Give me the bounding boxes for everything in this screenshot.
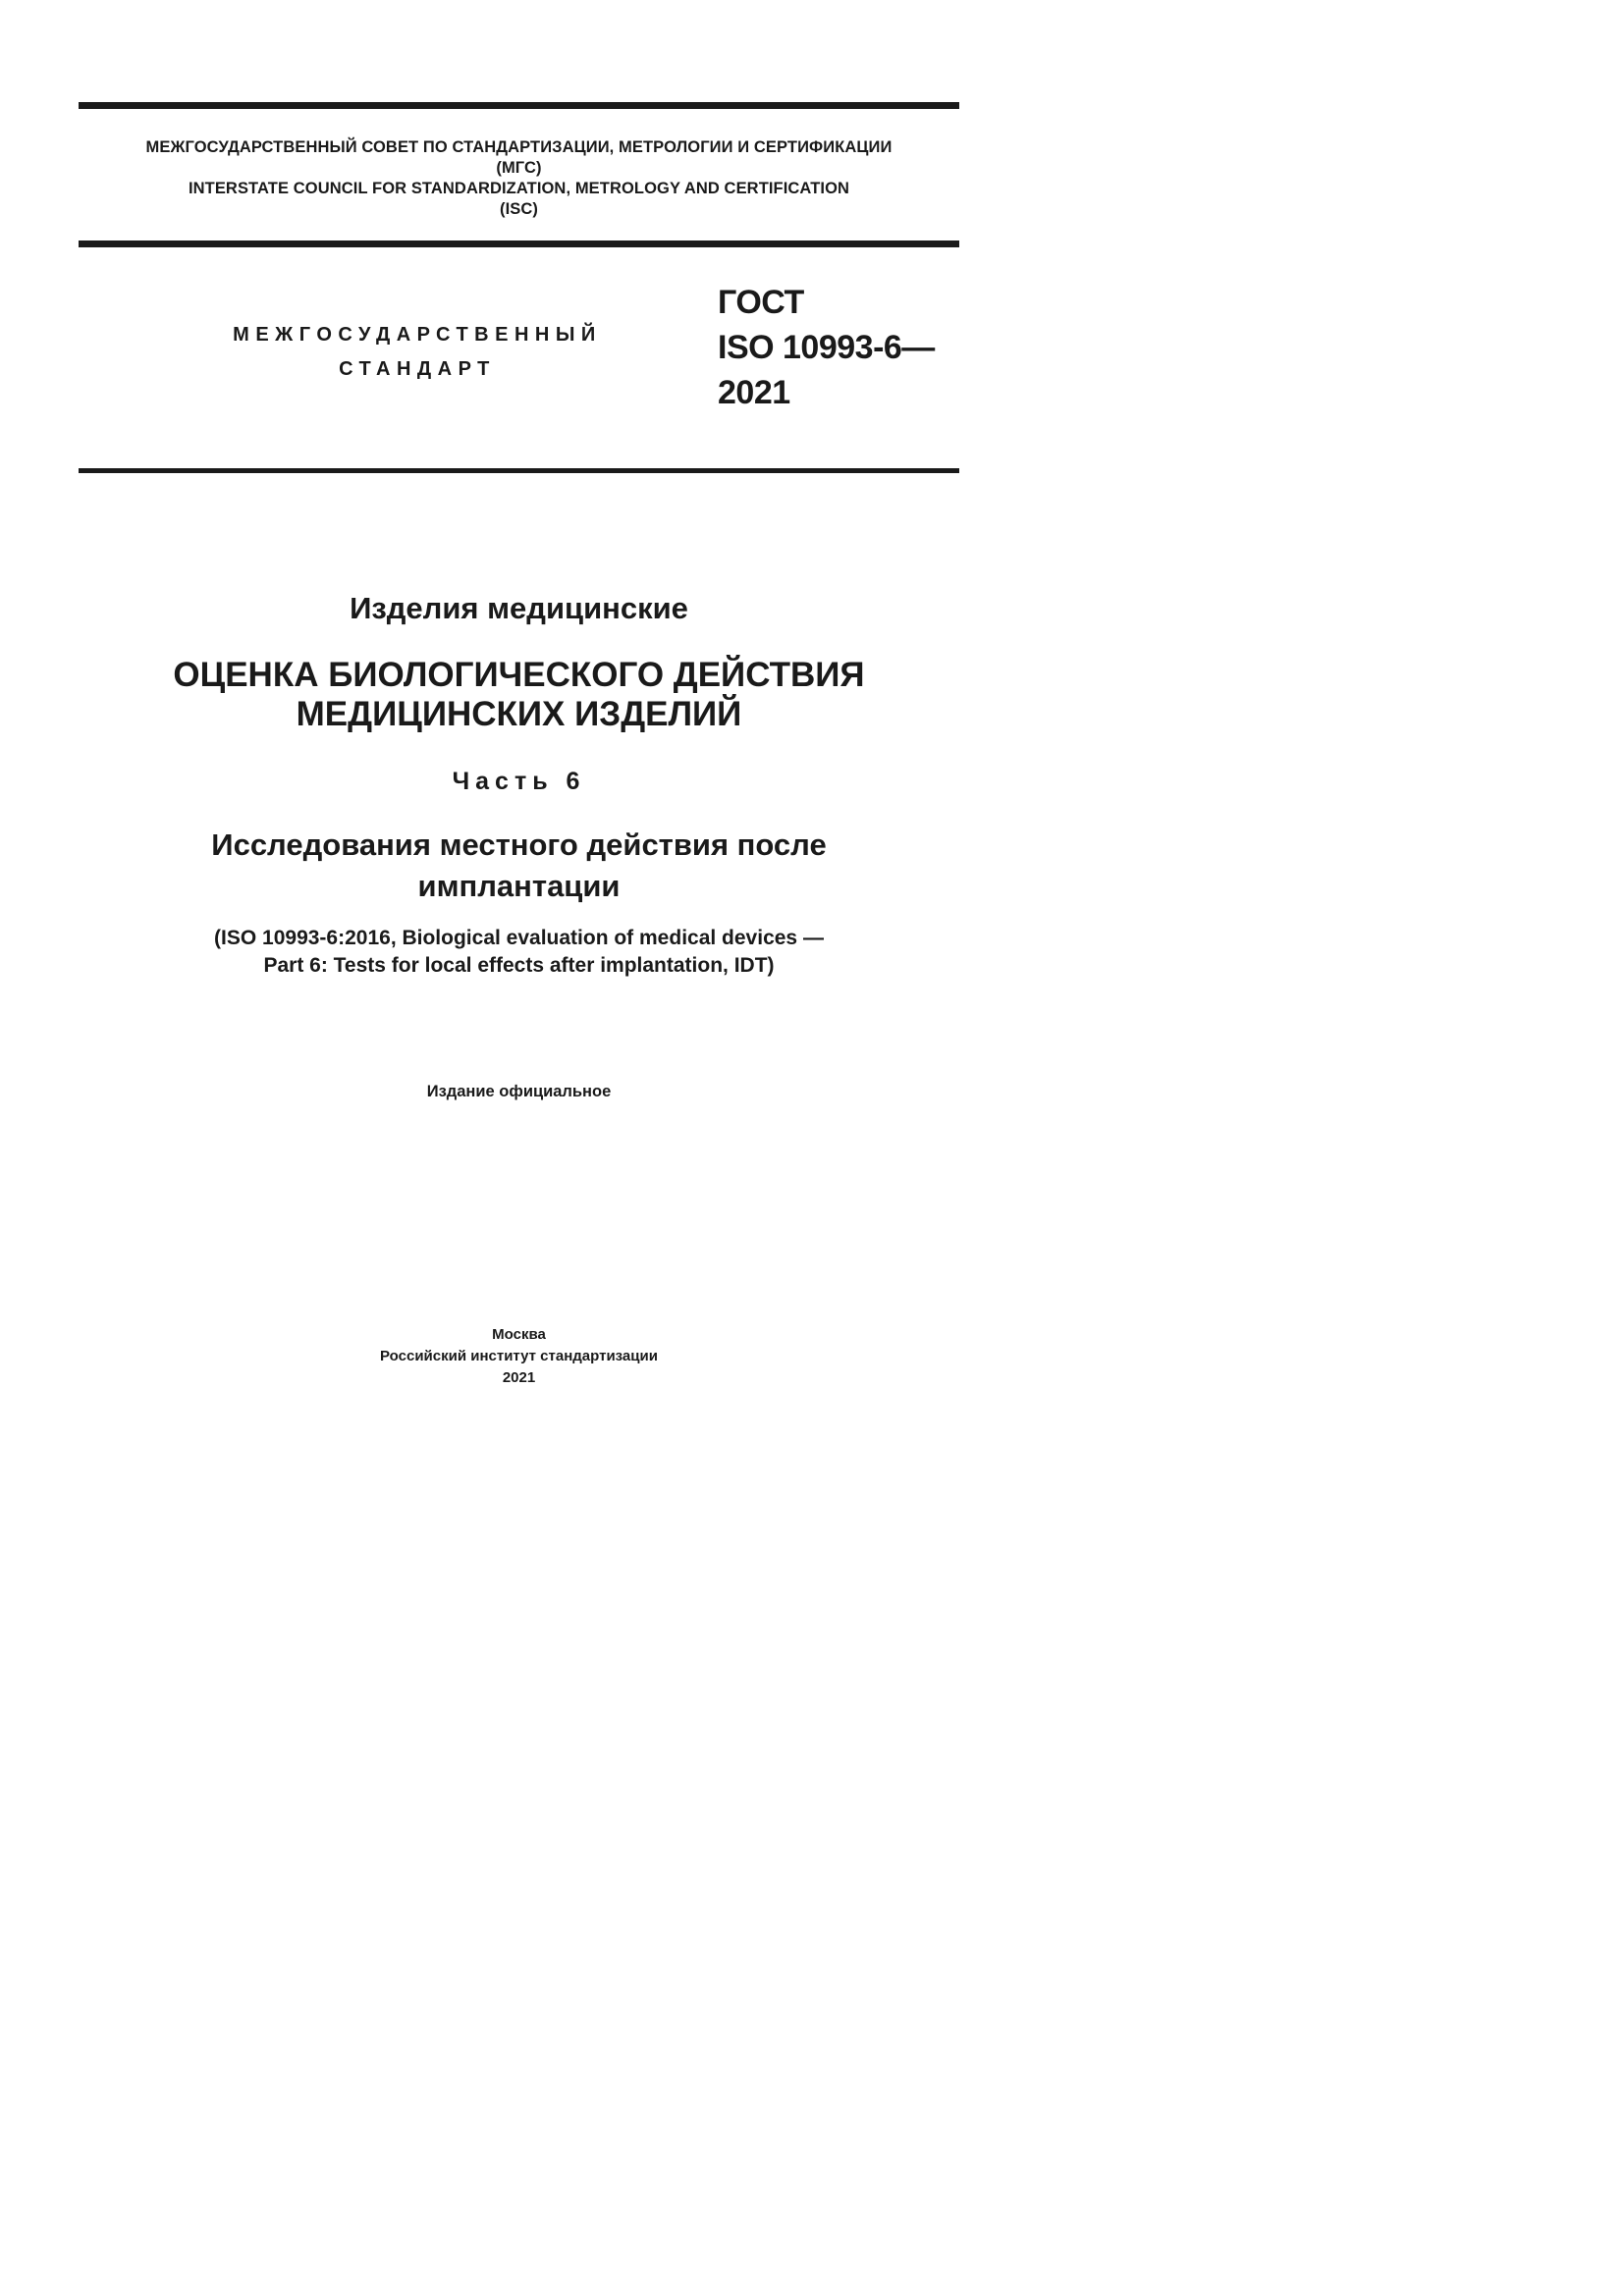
main-title (79, 656, 959, 734)
subtitle-line1: Исследования местного действия после (211, 828, 827, 862)
subtitle-line2: имплантации (417, 869, 621, 903)
iso-reference-line1: (ISO 10993-6:2016, Biological evaluation of medical devices — (214, 927, 824, 949)
council-name-en: INTERSTATE COUNCIL FOR STANDARDIZATION, METROLOGY AND CERTIFICATION (188, 180, 850, 197)
council-header (79, 137, 959, 220)
part-label: Часть 6 (452, 768, 586, 795)
middle-rule (79, 240, 959, 247)
council-abbr-ru: (МГС) (496, 159, 542, 177)
bottom-rule (79, 468, 959, 473)
main-title-line2: МЕДИЦИНСКИХ ИЗДЕЛИЙ (296, 695, 742, 733)
subtitle (79, 825, 959, 907)
publisher-name: Российский институт стандартизации (380, 1348, 658, 1364)
standard-code-line1: ГОСТ (718, 284, 804, 321)
title-prefix: Изделия медицинские (350, 591, 688, 625)
standard-kind-line1: МЕЖГОСУДАРСТВЕННЫЙ (233, 324, 602, 346)
publisher-block (79, 1324, 959, 1389)
standard-kind-line2: СТАНДАРТ (339, 358, 496, 380)
council-abbr-en: (ISC) (500, 200, 538, 218)
publisher-year: 2021 (502, 1369, 536, 1386)
publisher-city: Москва (492, 1326, 546, 1343)
main-title-line1: ОЦЕНКА БИОЛОГИЧЕСКОГО ДЕЙСТВИЯ (173, 656, 865, 694)
iso-reference (79, 925, 959, 980)
standard-code (718, 280, 935, 415)
iso-reference-line2: Part 6: Tests for local effects after implantation, IDT) (263, 954, 775, 977)
standard-code-line3: 2021 (718, 374, 790, 411)
standard-kind (196, 318, 638, 387)
top-rule (79, 102, 959, 109)
standard-code-line2: ISO 10993-6— (718, 329, 935, 366)
edition-label: Издание официальное (426, 1083, 612, 1100)
council-name-ru: МЕЖГОСУДАРСТВЕННЫЙ СОВЕТ ПО СТАНДАРТИЗАЦИИ, МЕТРОЛОГИИ И СЕРТИФИКАЦИИ (145, 138, 893, 156)
